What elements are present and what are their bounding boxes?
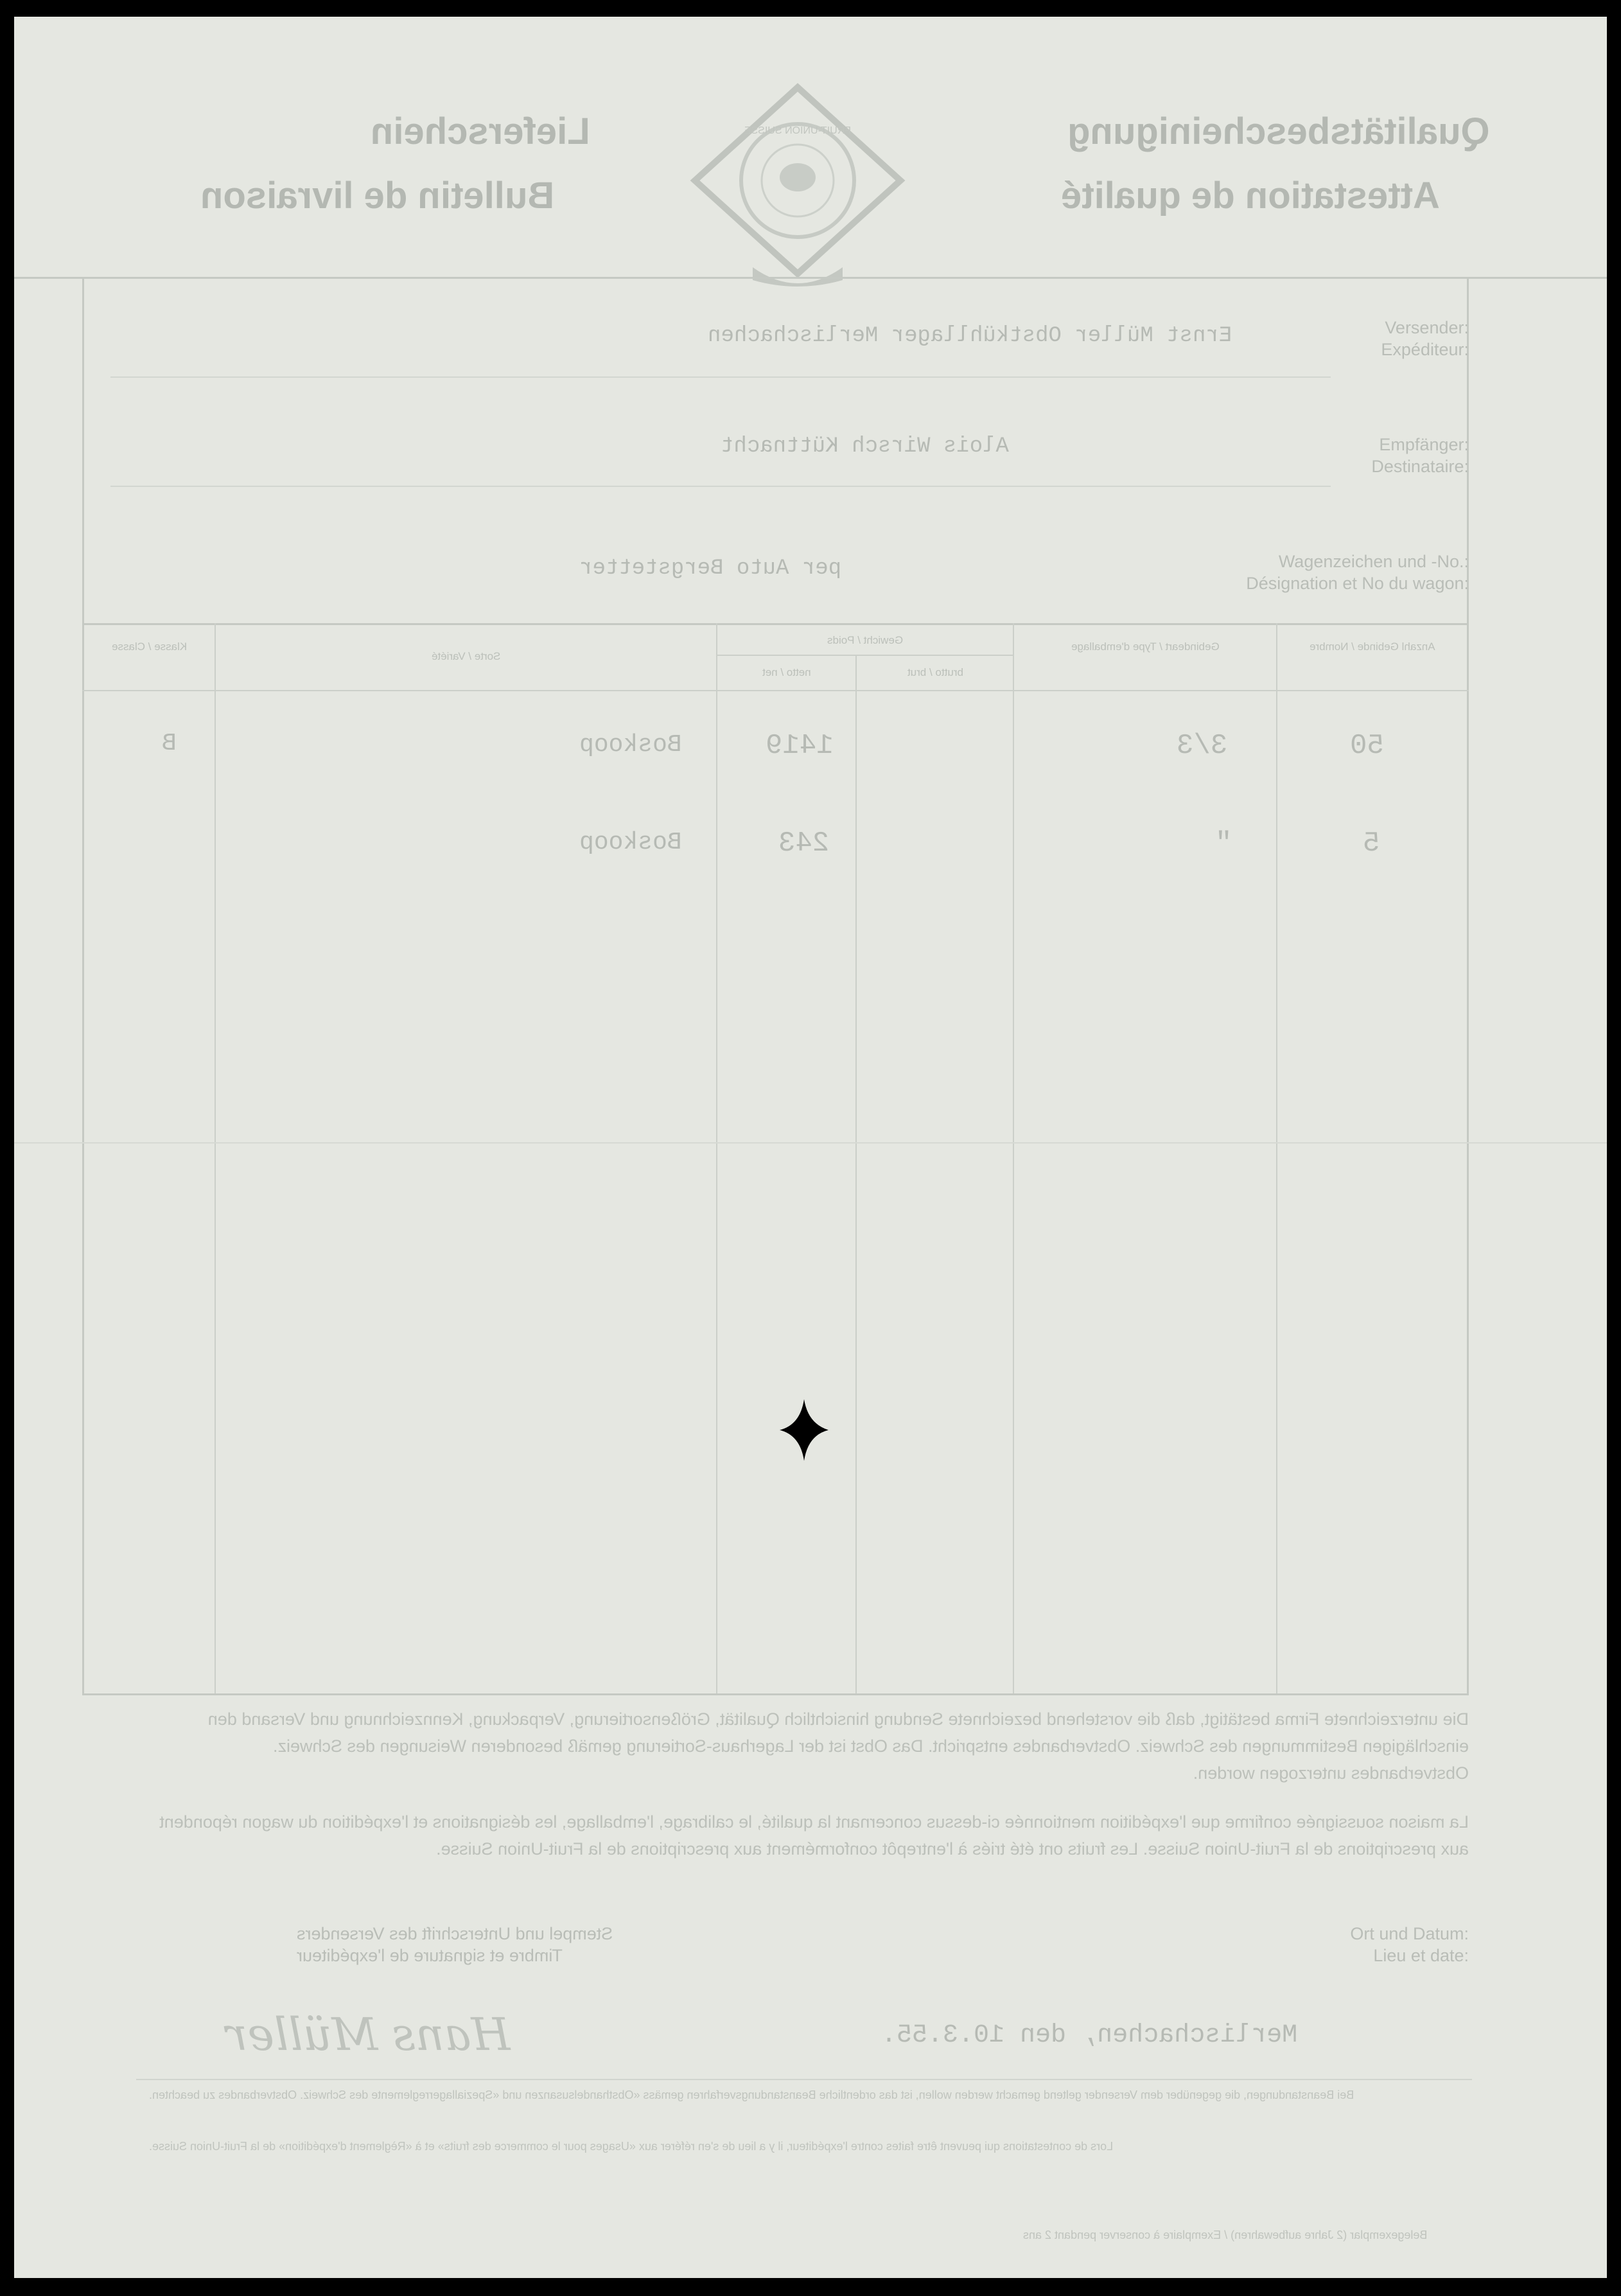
title2-de: Lieferschein (371, 110, 590, 152)
title2-fr: Bulletin de livraison (200, 175, 555, 216)
table-row-net: 243 (778, 827, 830, 860)
title-de: Qualitätsbescheinigung (1067, 110, 1490, 152)
table-row-packaging: " (1215, 827, 1232, 860)
title-fr: Attestation de qualité (1061, 175, 1440, 216)
sender-value: Ernst Müller Obstkühllager Merlischachen (708, 324, 1232, 348)
recipient-value: Alois Wirsch Küttnacht (721, 434, 1009, 459)
punch-hole-mark (778, 1398, 830, 1462)
table-row-packaging: 3/3 (1177, 730, 1228, 762)
table-row-class: B (162, 730, 177, 757)
wagon-label: Wagenzeichen und -No.: Désignation et No du wagon: (1246, 552, 1469, 593)
col-class-header: Klasse / Classe (111, 640, 188, 653)
recipient-label: Empfänger: Destinataire: (1371, 435, 1469, 476)
col-weight-header: Gewicht / Poids (827, 634, 904, 646)
col-net-header: netto / net (762, 666, 811, 678)
place-date-value: Merlischachen, den 10.3.55. (881, 2021, 1298, 2050)
col-packaging-header: Gebindeart / Type d'emballage (1071, 640, 1220, 653)
place-date-label: Ort und Datum: Lieu et date: (1350, 1924, 1469, 1965)
footnote-de: Bei Beanstandungen, die gegenüber dem Versender geltend gemacht werden wollen, ist das ordentliche Beanstandungsverfahren gemäss «Obsthandelsusanzen und «Speziallagerreglemente des Schweiz. Obstverbandes zu beachten. (149, 2088, 1354, 2101)
footnote-fr: Lors de contestations qui peuvent être faites contre l'expéditeur, il y a lieu de s'en référer aux «Usages pour le commerce des fruits» et à «Règlement d'expédition» de la Fruit-Union Suisse. (149, 2140, 1114, 2153)
table-row-variety: Boskoop (579, 731, 682, 759)
copy-note: Belegexemplar (2 Jahre aufbewahren) / Exemplaire à conserver pendant 2 ans (1022, 2229, 1427, 2241)
table-row-variety: Boskoop (579, 829, 682, 856)
statement-fr: La maison soussignée confirme que l'expédition mentionnée ci-dessus concernant la qualité, le calibrage, l'emballage, les désignations et l'expédition du wagon répondent aux prescriptions de la Fruit-Union Suisse. Les fruits ont été triés à l'entrepôt conformément aux prescriptions de la Fruit-Union Suisse. (159, 1812, 1469, 1859)
col-variety-header: Sorte / Variété (432, 650, 501, 662)
document-sheet (14, 17, 1607, 2278)
wagon-value: per Auto Bergstetter (579, 556, 842, 581)
table-row-count: 50 (1350, 730, 1384, 762)
statement-de: Die unterzeichnete Firma bestätigt, daß die vorstehend bezeichnete Sendung hinsichtlich Qualität, Größensortierung, Verpackung, Kennzeichnung und Versand den einschlägigen Bestimmungen des Schweiz. Obstverbandes entspricht. Das Obst ist der Lagerhaus-Sortierung gemäß besonderen Weisungen des Schweiz. Obstverbandes unterzogen worden. (207, 1709, 1469, 1783)
table-row-net: 1419 (766, 730, 834, 762)
handwritten-signature: Hans Müller (226, 2008, 511, 2061)
fruit-union-seal-logo (682, 81, 913, 299)
stamp-signature-label: Stempel und Unterschrift des Versenders Timbre et signature de l'expéditeur (297, 1924, 613, 1965)
table-row-count: 5 (1363, 827, 1380, 860)
col-gross-header: brutto / brut (907, 666, 963, 678)
col-count-header: Anzahl Gebinde / Nombre (1310, 640, 1435, 653)
svg-text:FRUIT-UNION SUISSE: FRUIT-UNION SUISSE (744, 125, 852, 136)
sender-label: Versender: Expéditeur: (1381, 318, 1469, 359)
